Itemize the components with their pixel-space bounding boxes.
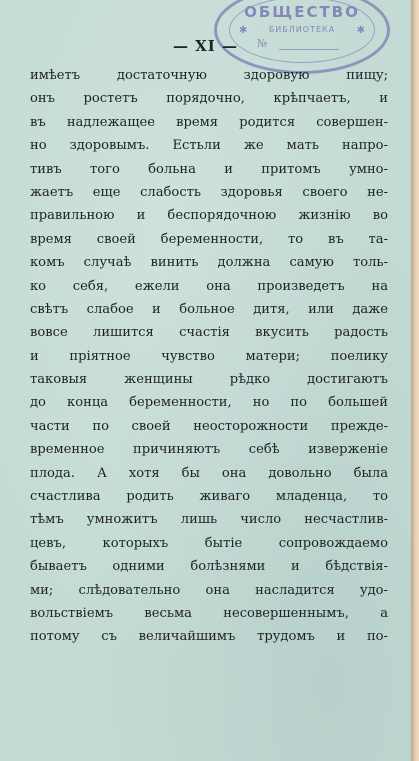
text-line: жаетъ еще слабость здоровья своего не- — [30, 184, 388, 200]
text-line: комъ случаѣ винить должна самую толь- — [30, 255, 388, 271]
text-line: тивъ того больна и притомъ умно- — [30, 161, 388, 177]
text-line: бываетъ одними болѣзнями и бѣдствія- — [30, 559, 388, 575]
text-line: таковыя женщины рѣдко достигаютъ — [30, 372, 388, 388]
text-line: потому съ величайшимъ трудомъ и по- — [30, 629, 388, 645]
text-line: ко себя, ежели она произведетъ на — [30, 278, 388, 294]
stamp-star-icon: ✱ — [239, 25, 248, 36]
text-line: въ надлежащее время родится совершен- — [30, 114, 388, 130]
stamp-title: ОБЩЕСТВО — [244, 3, 360, 21]
text-line: до конца беременности, но по большей — [30, 395, 388, 411]
text-line: свѣтъ слабое и больное дитя, или даже — [30, 301, 388, 317]
text-line: части по своей неосторожности прежде- — [30, 418, 388, 434]
stamp-number-label: № — [257, 37, 268, 50]
text-line: правильною и беспорядочною жизнію во — [30, 208, 388, 224]
text-line: и пріятное чувство матери; поелику — [30, 348, 388, 364]
text-line: цевъ, которыхъ бытіе сопровождаемо — [30, 535, 388, 551]
text-line: время своей беременности, то въ та- — [30, 231, 388, 247]
page-body-text — [30, 64, 388, 649]
text-line: тѣмъ умножитъ лишь число несчастлив- — [30, 512, 388, 528]
page-number: — XI — — [172, 37, 239, 55]
text-line: онъ ростетъ порядочно, крѣпчаетъ, и — [30, 91, 388, 107]
text-line: но здоровымъ. Естьли же мать напро- — [30, 138, 388, 154]
text-line: имѣетъ достаточную здоровую пищу; — [30, 68, 388, 83]
text-line: плода. А хотя бы она довольно была — [30, 465, 388, 481]
text-line: вовсе лишится счастія вкусить радость — [30, 325, 388, 341]
stamp-star-icon: ✱ — [356, 25, 365, 36]
stamp-subtitle: БИБЛИОТЕКА — [268, 25, 336, 34]
text-line: ми; слѣдовательно она насладится удо- — [30, 582, 388, 598]
page-edge — [411, 0, 419, 761]
text-line: вольствіемъ весьма несовершеннымъ, а — [30, 605, 388, 621]
text-line: счастлива родить живаго младенца, то — [30, 489, 388, 505]
text-line: временное причиняютъ себѣ изверженіе — [30, 442, 388, 458]
